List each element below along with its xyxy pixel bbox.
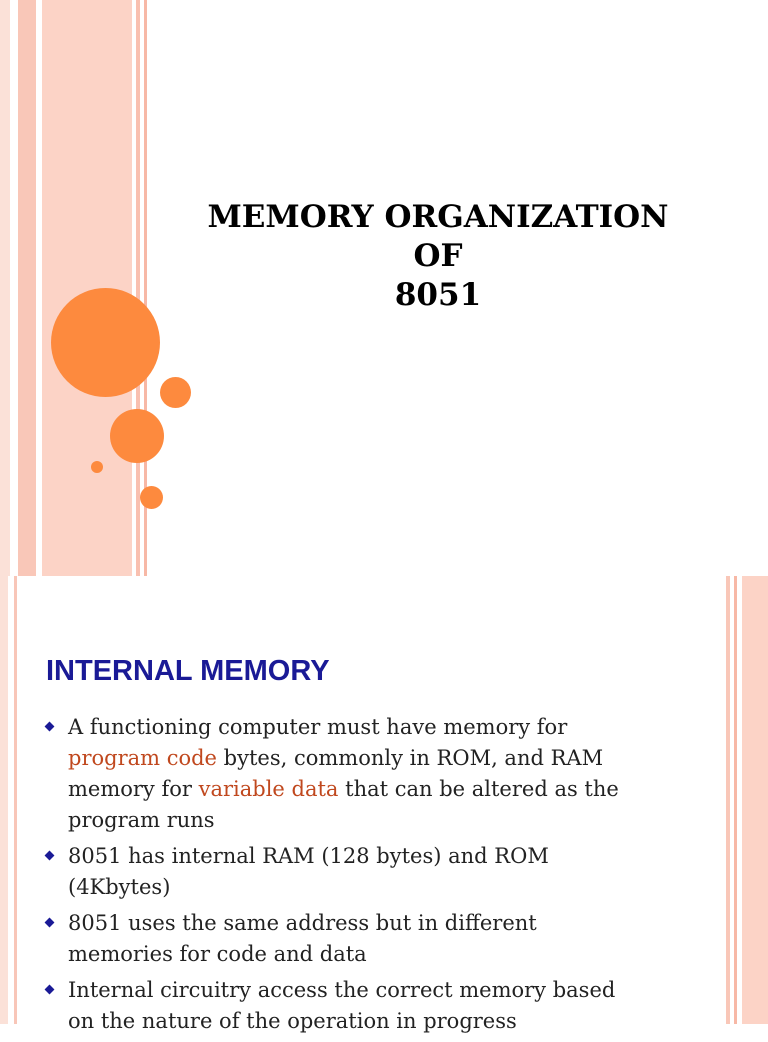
decorative-stripe	[42, 0, 132, 576]
section-heading: INTERNAL MEMORY	[46, 655, 330, 687]
decorative-stripe	[18, 0, 36, 576]
decorative-circle-small	[160, 377, 191, 408]
decorative-circle-medium	[110, 409, 164, 463]
title-line: 8051	[394, 277, 482, 313]
decorative-stripe	[14, 576, 17, 1024]
decorative-stripe	[0, 576, 8, 1024]
decorative-stripe	[742, 576, 768, 1024]
bullet-list	[46, 712, 646, 1042]
bullet-text: A functioning computer must have memory for	[68, 715, 568, 739]
decorative-stripe	[726, 576, 730, 1024]
list-item	[46, 841, 646, 903]
bullet-text: 8051 has internal RAM (128 bytes) and ROM (4Kbytes)	[68, 844, 549, 899]
bullet-text: that can be altered as the program runs	[68, 777, 619, 832]
diamond-bullet-icon	[45, 722, 55, 732]
highlight-text: program code	[68, 746, 217, 770]
bullet-text: 8051 uses the same address but in different memories for code and data	[68, 911, 537, 966]
list-item	[46, 908, 646, 970]
list-item	[46, 975, 646, 1037]
decorative-stripe	[136, 0, 140, 576]
title-line: OF	[413, 238, 463, 274]
decorative-circle-tiny	[91, 461, 103, 473]
diamond-bullet-icon	[45, 985, 55, 995]
decorative-circle-large	[51, 288, 160, 397]
bullet-text: bytes, commonly in ROM, and RAM memory for	[68, 746, 604, 801]
slide-title	[150, 198, 726, 315]
diamond-bullet-icon	[45, 918, 55, 928]
bullet-text: Internal circuitry access the correct memory based on the nature of the operation in progress	[68, 978, 616, 1033]
highlight-text: variable data	[198, 777, 339, 801]
decorative-circle-small	[140, 486, 163, 509]
diamond-bullet-icon	[45, 851, 55, 861]
title-line: MEMORY ORGANIZATION	[207, 199, 669, 235]
list-item	[46, 712, 646, 836]
decorative-stripe	[0, 0, 10, 576]
decorative-stripe	[734, 576, 737, 1024]
